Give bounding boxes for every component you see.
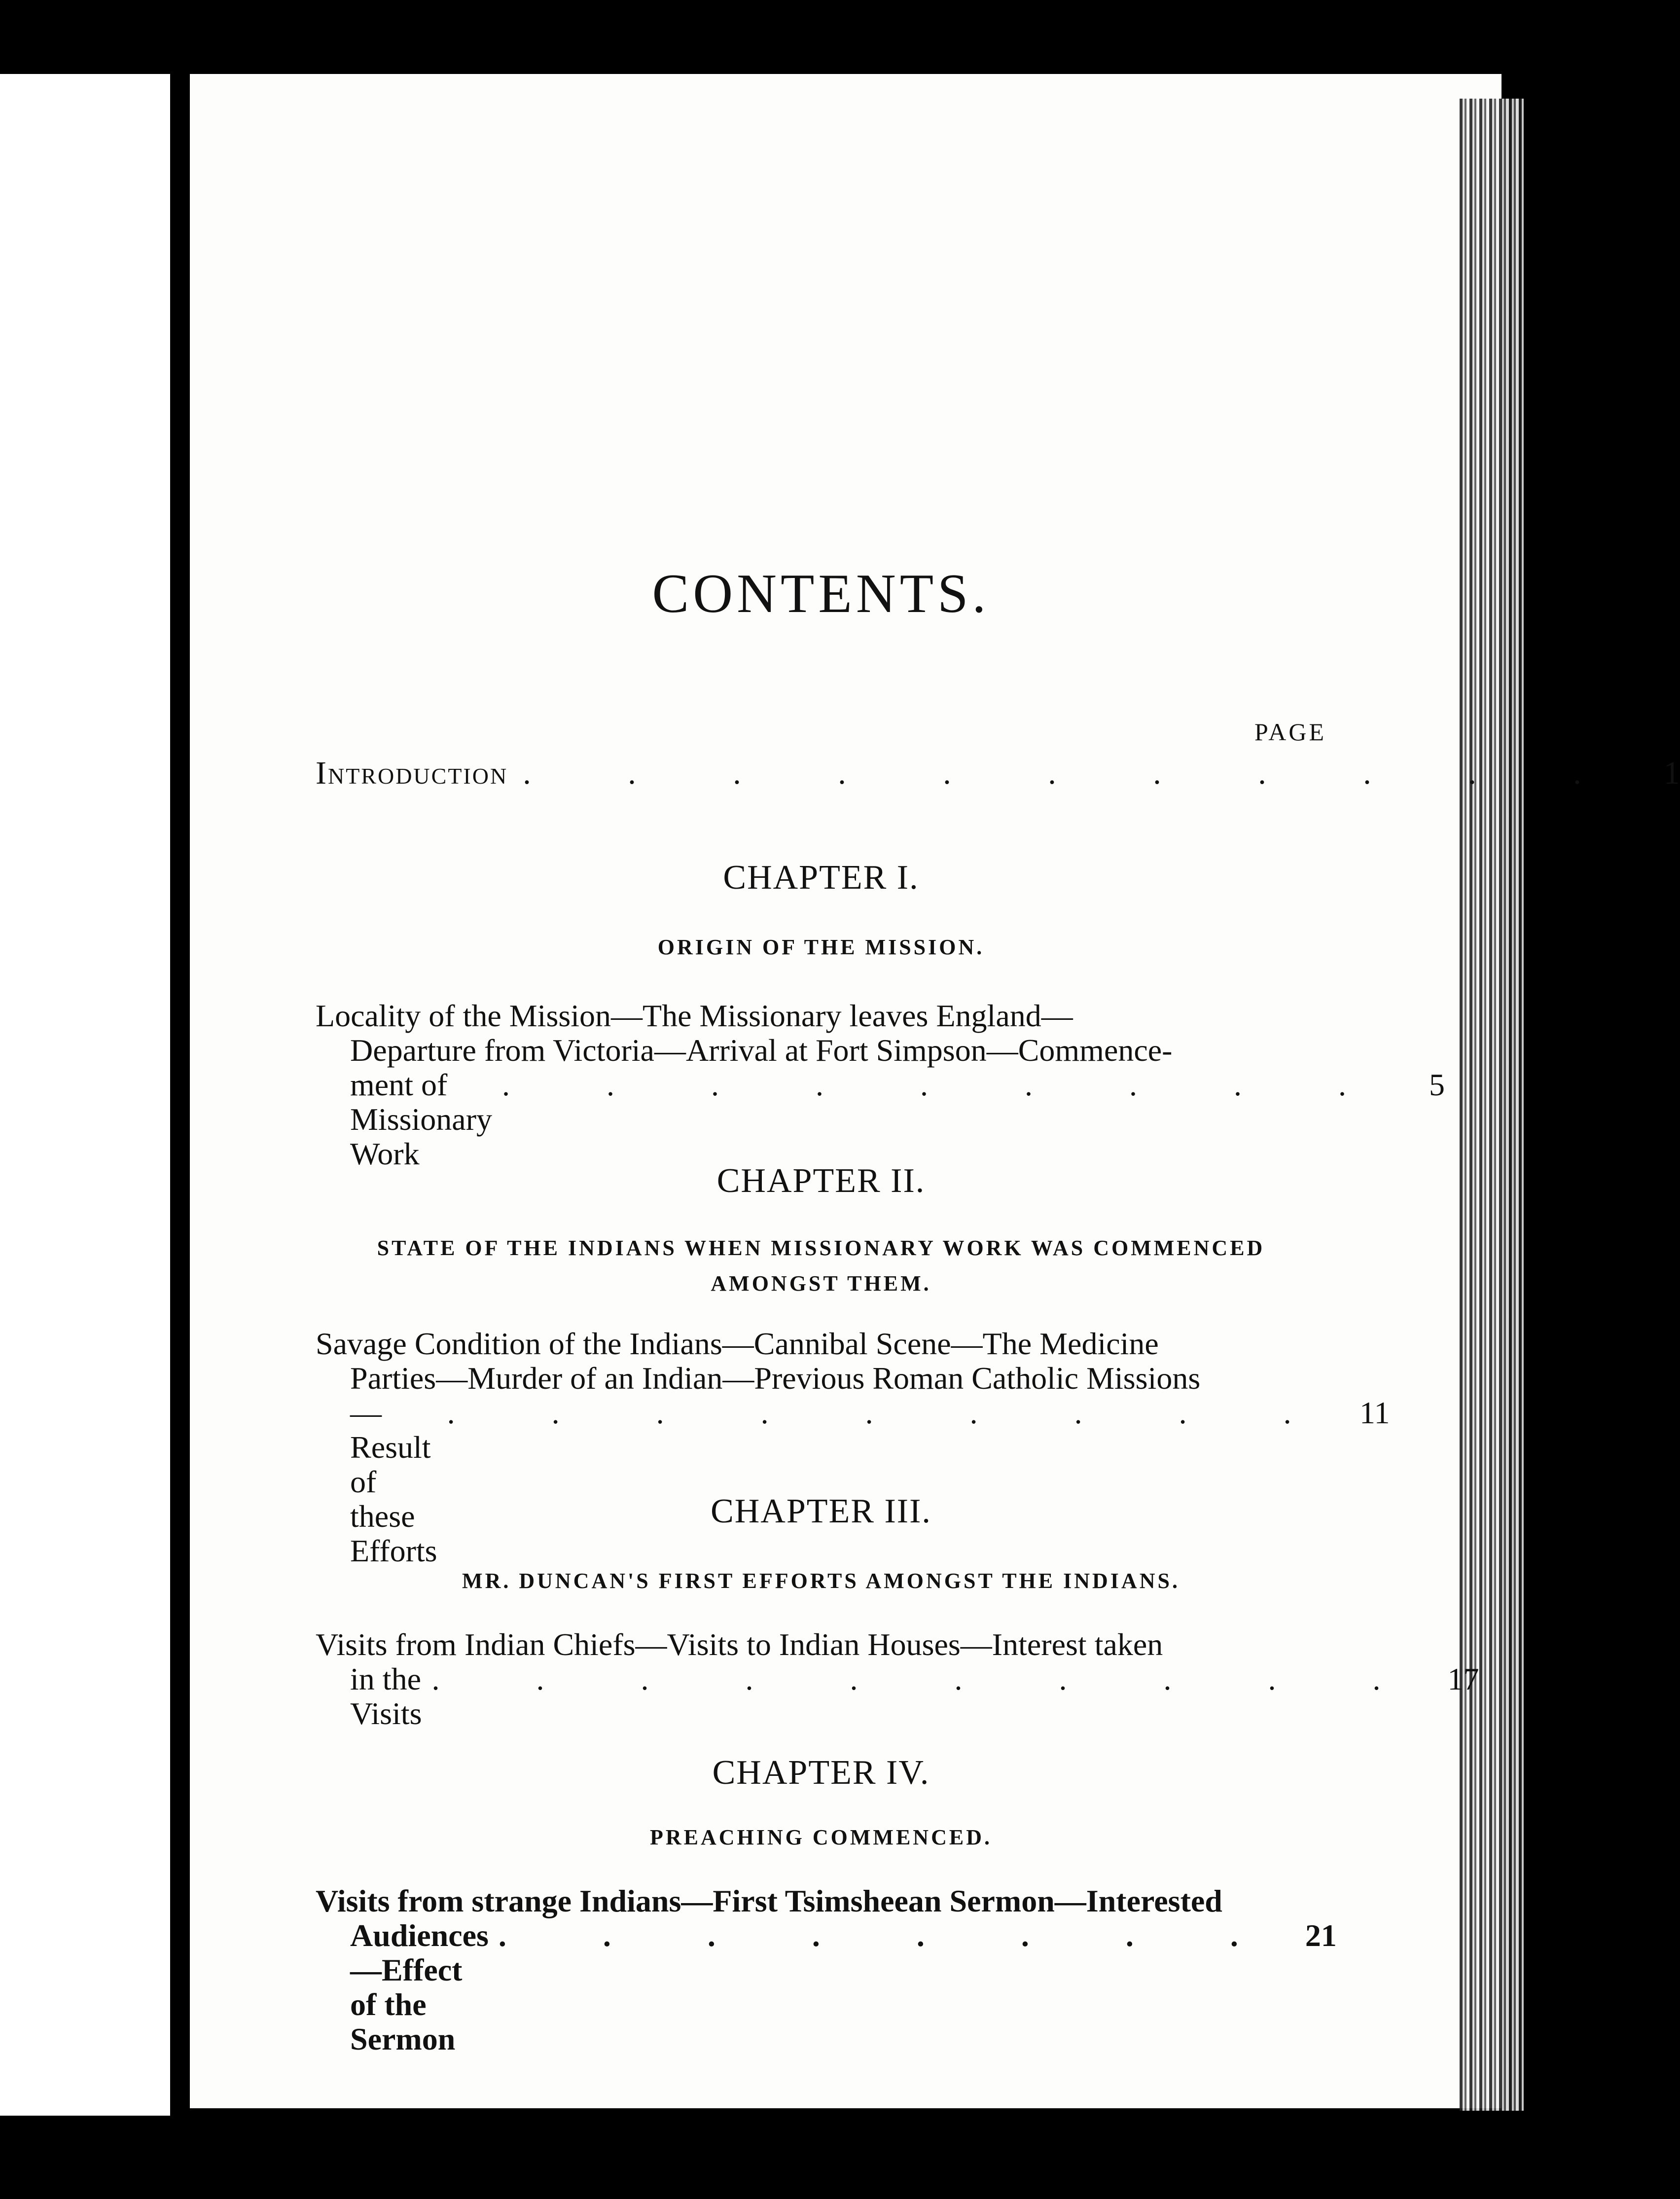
entry-line: Locality of the Mission—The Missionary leaves England— — [316, 998, 1073, 1033]
chapter-heading: CHAPTER I. — [723, 859, 919, 897]
entry-line: Audiences—Effect of the Sermon — [350, 1918, 489, 2056]
entry-line: ment of Missionary Work — [350, 1067, 492, 1171]
toc-entry-chapter-4[interactable] — [316, 1883, 1337, 2056]
dot-leader: . . . . . . . . . — [447, 1395, 1336, 1430]
entry-line: Visits from Indian Chiefs—Visits to Indian Houses—Interest taken — [316, 1627, 1163, 1662]
chapter-subtitle: MR. DUNCAN'S FIRST EFFORTS AMONGST THE INDIANS. — [462, 1569, 1180, 1593]
chapter-heading: CHAPTER IV. — [712, 1754, 930, 1792]
entry-line: Savage Condition of the Indians—Cannibal Scene—The Medicine — [316, 1326, 1159, 1361]
toc-entry-introduction[interactable] — [316, 755, 1680, 792]
dot-leader: . . . . . . . . . . — [431, 1661, 1425, 1696]
dot-leader: . . . . . . . . . . . — [523, 755, 1626, 791]
dot-leader: . . . . . . . . — [498, 1918, 1283, 1953]
page-title: CONTENTS. — [652, 563, 990, 624]
facing-page-strip — [0, 74, 170, 2116]
chapter-subtitle: STATE OF THE INDIANS WHEN MISSIONARY WORK WAS COMMENCED AMONGST THEM. — [377, 1236, 1265, 1296]
entry-line: in the Visits — [350, 1661, 422, 1731]
entry-line: Parties—Murder of an Indian—Previous Roman Catholic Missions — [350, 1361, 1201, 1396]
toc-entry-chapter-1[interactable] — [316, 998, 1445, 1171]
toc-page-number: 17 — [1447, 1661, 1479, 1696]
chapter-subtitle: PREACHING COMMENCED. — [650, 1825, 992, 1849]
toc-entry-chapter-2[interactable] — [316, 1326, 1390, 1568]
chapter-subtitle: ORIGIN OF THE MISSION. — [657, 935, 985, 959]
entry-line: Departure from Victoria—Arrival at Fort Simpson—Commence- — [350, 1033, 1173, 1068]
page-edge — [1460, 99, 1524, 2111]
page-column-header: PAGE — [1254, 718, 1326, 746]
toc-page-number: 1 — [1663, 755, 1680, 791]
toc-page-number: 5 — [1429, 1067, 1445, 1102]
entry-line: —Result of these Efforts — [350, 1395, 437, 1568]
toc-entry-label: Introduction — [316, 755, 508, 791]
toc-entry-chapter-3[interactable] — [316, 1627, 1479, 1731]
chapter-heading: CHAPTER III. — [711, 1492, 931, 1530]
entry-line: Visits from strange Indians—First Tsimsheean Sermon—Interested — [316, 1883, 1222, 1918]
dot-leader: . . . . . . . . . — [502, 1067, 1391, 1102]
chapter-heading: CHAPTER II. — [716, 1162, 926, 1200]
toc-page-number: 21 — [1305, 1918, 1337, 1953]
toc-page-number: 11 — [1359, 1395, 1390, 1430]
